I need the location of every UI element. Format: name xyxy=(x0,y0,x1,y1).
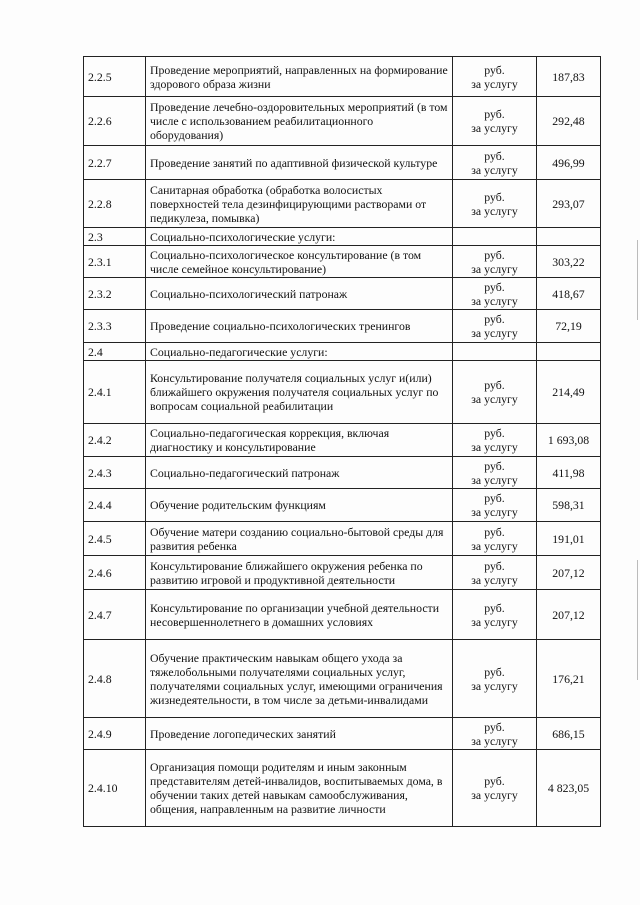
unit-currency: руб. xyxy=(484,426,505,440)
row-code: 2.4.7 xyxy=(84,590,146,640)
unit-currency: руб. xyxy=(484,312,505,326)
table-row xyxy=(84,750,601,827)
row-service-name: Проведение мероприятий, направленных на формирование здорового образа жизни xyxy=(146,57,453,97)
row-code: 2.3.1 xyxy=(84,246,146,278)
unit-per-service: за услугу xyxy=(471,733,518,748)
table-row xyxy=(84,180,601,228)
row-price: 293,07 xyxy=(537,180,601,228)
row-price: 191,01 xyxy=(537,522,601,556)
row-price: 72,19 xyxy=(537,310,601,343)
row-price: 207,12 xyxy=(537,556,601,590)
row-service-name: Проведение занятий по адаптивной физической культуре xyxy=(146,146,453,180)
row-service-name: Проведение логопедических занятий xyxy=(146,718,453,750)
table-row xyxy=(84,556,601,590)
unit-per-service: за услугу xyxy=(471,121,518,135)
unit-currency: руб. xyxy=(484,600,505,615)
row-code: 2.4.1 xyxy=(84,361,146,424)
unit-currency: руб. xyxy=(484,558,505,573)
row-code: 2.4.6 xyxy=(84,556,146,590)
unit-currency: руб. xyxy=(484,378,505,392)
row-service-name: Проведение лечебно-оздоровительных мероприятий (в том числе с использованием реабилитационного оборудования) xyxy=(146,97,453,146)
row-unit xyxy=(453,57,537,97)
row-code: 2.3 xyxy=(84,228,146,246)
row-service-name: Организация помощи родителям и иным законным представителям детей-инвалидов, воспитываемых дома, в обучении таких детей навыкам самообслуживания, общения, направленным на развитие личности xyxy=(146,750,453,827)
unit-per-service: за услугу xyxy=(471,162,518,177)
row-service-name: Консультирование получателя социальных услуг и(или) ближайшего окружения получателя социальных услуг по вопросам социальной реабилитации xyxy=(146,361,453,424)
table-row xyxy=(84,57,601,97)
unit-currency: руб. xyxy=(484,148,505,163)
row-price xyxy=(537,343,601,361)
row-code: 2.4.5 xyxy=(84,522,146,556)
row-code: 2.4.2 xyxy=(84,424,146,457)
unit-per-service: за услугу xyxy=(471,678,518,693)
unit-currency: руб. xyxy=(484,664,505,679)
table-row xyxy=(84,718,601,750)
unit-per-service: за услугу xyxy=(471,505,518,519)
row-price: 303,22 xyxy=(537,246,601,278)
row-unit xyxy=(453,180,537,228)
row-code: 2.4.4 xyxy=(84,489,146,522)
unit-per-service: за услугу xyxy=(471,293,518,308)
unit-currency: руб. xyxy=(484,107,505,121)
row-service-name: Обучение практическим навыкам общего ухода за тяжелобольными получателями социальных услуг, получателями социальных услуг, имеющими ограничения жизнедеятельности, в том числе за детьми-инвалидами xyxy=(146,640,453,718)
unit-currency: руб. xyxy=(484,458,505,473)
row-unit xyxy=(453,522,537,556)
table-row xyxy=(84,489,601,522)
row-price xyxy=(537,228,601,246)
unit-per-service: за услугу xyxy=(471,472,518,487)
row-price: 1 693,08 xyxy=(537,424,601,457)
row-unit xyxy=(453,228,537,246)
row-service-name: Обучение родительским функциям xyxy=(146,489,453,522)
unit-per-service: за услугу xyxy=(471,614,518,629)
row-unit xyxy=(453,343,537,361)
row-price: 176,21 xyxy=(537,640,601,718)
row-code: 2.2.6 xyxy=(84,97,146,146)
row-unit xyxy=(453,424,537,457)
row-code: 2.4 xyxy=(84,343,146,361)
row-code: 2.4.3 xyxy=(84,457,146,489)
row-unit xyxy=(453,640,537,718)
row-unit xyxy=(453,310,537,343)
unit-per-service: за услугу xyxy=(471,538,518,553)
table-row xyxy=(84,97,601,146)
section-row xyxy=(84,228,601,246)
unit-per-service: за услугу xyxy=(471,788,518,802)
row-service-name: Социально-педагогический патронаж xyxy=(146,457,453,489)
unit-currency: руб. xyxy=(484,491,505,505)
row-price: 598,31 xyxy=(537,489,601,522)
section-title: Социально-психологические услуги: xyxy=(146,228,453,246)
row-service-name: Обучение матери созданию социально-бытовой среды для развития ребенка xyxy=(146,522,453,556)
row-unit xyxy=(453,361,537,424)
row-unit xyxy=(453,457,537,489)
table-row xyxy=(84,457,601,489)
section-row xyxy=(84,343,601,361)
tariff-table xyxy=(83,56,601,827)
row-price: 214,49 xyxy=(537,361,601,424)
unit-per-service: за услугу xyxy=(471,392,518,406)
unit-per-service: за услугу xyxy=(471,440,518,454)
unit-per-service: за услугу xyxy=(471,326,518,340)
row-unit xyxy=(453,489,537,522)
table-row xyxy=(84,590,601,640)
table-row xyxy=(84,146,601,180)
row-unit xyxy=(453,556,537,590)
row-price: 4 823,05 xyxy=(537,750,601,827)
row-service-name: Консультирование ближайшего окружения ребенка по развитию игровой и продуктивной деятельности xyxy=(146,556,453,590)
table-row xyxy=(84,246,601,278)
row-price: 207,12 xyxy=(537,590,601,640)
table-row xyxy=(84,361,601,424)
row-service-name: Консультирование по организации учебной деятельности несовершеннолетнего в домашних условиях xyxy=(146,590,453,640)
row-service-name: Социально-психологическое консультирование (в том числе семейное консультирование) xyxy=(146,246,453,278)
row-code: 2.4.10 xyxy=(84,750,146,827)
row-code: 2.3.3 xyxy=(84,310,146,343)
row-unit xyxy=(453,97,537,146)
row-unit xyxy=(453,278,537,310)
row-service-name: Социально-психологический патронаж xyxy=(146,278,453,310)
row-price: 411,98 xyxy=(537,457,601,489)
unit-currency: руб. xyxy=(484,774,505,788)
unit-per-service: за услугу xyxy=(471,76,518,91)
unit-currency: руб. xyxy=(484,247,505,262)
unit-currency: руб. xyxy=(484,719,505,734)
row-code: 2.2.5 xyxy=(84,57,146,97)
section-title: Социально-педагогические услуги: xyxy=(146,343,453,361)
row-unit xyxy=(453,750,537,827)
row-price: 686,15 xyxy=(537,718,601,750)
row-price: 292,48 xyxy=(537,97,601,146)
row-code: 2.2.8 xyxy=(84,180,146,228)
tariff-table-body xyxy=(84,57,601,827)
row-code: 2.3.2 xyxy=(84,278,146,310)
row-code: 2.2.7 xyxy=(84,146,146,180)
unit-currency: руб. xyxy=(484,279,505,294)
row-unit xyxy=(453,146,537,180)
table-row xyxy=(84,310,601,343)
unit-per-service: за услугу xyxy=(471,572,518,587)
unit-per-service: за услугу xyxy=(471,203,518,218)
table-row xyxy=(84,640,601,718)
scan-edge-line xyxy=(637,560,638,680)
row-code: 2.4.9 xyxy=(84,718,146,750)
row-price: 496,99 xyxy=(537,146,601,180)
row-service-name: Проведение социально-психологических тренингов xyxy=(146,310,453,343)
table-row xyxy=(84,278,601,310)
table-row xyxy=(84,522,601,556)
row-service-name: Санитарная обработка (обработка волосистых поверхностей тела дезинфицирующими растворами от педикулеза, помывка) xyxy=(146,180,453,228)
row-unit xyxy=(453,590,537,640)
unit-currency: руб. xyxy=(484,189,505,204)
unit-currency: руб. xyxy=(484,524,505,539)
row-price: 418,67 xyxy=(537,278,601,310)
row-unit xyxy=(453,718,537,750)
table-row xyxy=(84,424,601,457)
row-price: 187,83 xyxy=(537,57,601,97)
scan-edge-line xyxy=(637,240,638,320)
row-service-name: Социально-педагогическая коррекция, включая диагностику и консультирование xyxy=(146,424,453,457)
row-unit xyxy=(453,246,537,278)
unit-currency: руб. xyxy=(484,62,505,77)
row-code: 2.4.8 xyxy=(84,640,146,718)
unit-per-service: за услугу xyxy=(471,261,518,276)
